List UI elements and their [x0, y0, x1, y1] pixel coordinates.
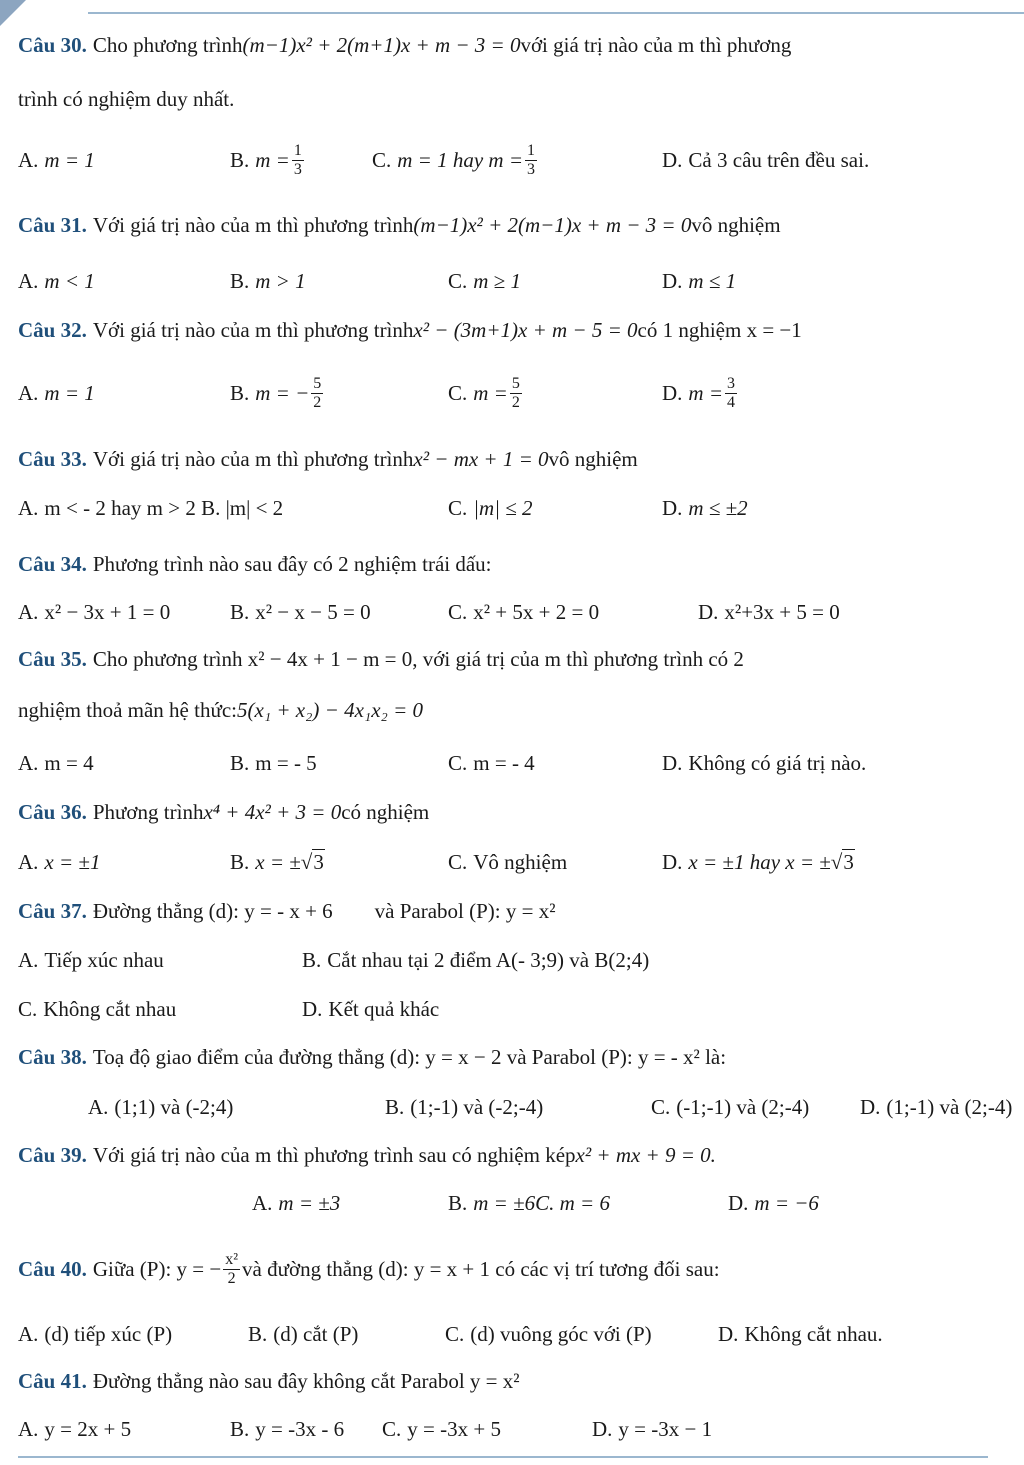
- q37-options-row-1: [0, 935, 1024, 985]
- option-text: m ≤ 1: [688, 268, 737, 293]
- fraction-num: 1: [293, 141, 302, 159]
- fraction-num: 1: [527, 141, 536, 159]
- option-letter: B.: [230, 1416, 250, 1441]
- option-letter: C.: [372, 147, 392, 172]
- option-letter: C.: [448, 495, 468, 520]
- q34-label: Câu 34.: [18, 551, 87, 576]
- option-letter: C.: [651, 1094, 671, 1119]
- q32-option-a[interactable]: [18, 368, 95, 418]
- q34-option-b[interactable]: [230, 587, 371, 637]
- q35-options: [0, 738, 1024, 788]
- q37-option-d[interactable]: [302, 984, 439, 1034]
- option-text: m = −: [255, 380, 310, 405]
- option-letter: D.: [860, 1094, 881, 1119]
- q35-stem-line-1: [0, 634, 1024, 684]
- q40-stem: [0, 1244, 1024, 1294]
- q41-stem: [0, 1356, 1024, 1406]
- q32-options: [0, 368, 1024, 418]
- q38-option-b[interactable]: [385, 1082, 543, 1132]
- q35-option-b[interactable]: [230, 738, 317, 788]
- q31-option-a[interactable]: [18, 256, 95, 306]
- fraction-den: 2: [313, 393, 322, 411]
- q41-option-c[interactable]: [382, 1404, 501, 1454]
- q30-equation: (m−1)x² + 2(m+1)x + m − 3 = 0: [242, 32, 521, 57]
- option-text: m =: [255, 147, 290, 172]
- q33-option-c[interactable]: [448, 483, 533, 533]
- option-letter: B.: [385, 1094, 405, 1119]
- option-text: (1;1) và (-2;4): [114, 1094, 234, 1119]
- fraction-den: 3: [293, 160, 302, 178]
- q41-option-a[interactable]: [18, 1404, 131, 1454]
- option-letter: C.: [18, 996, 38, 1021]
- sqrt-symbol: √3: [300, 849, 324, 874]
- option-text: m = ±3: [278, 1190, 341, 1215]
- q36-options: [0, 837, 1024, 887]
- option-text: x² + 5x + 2 = 0: [473, 599, 600, 624]
- q30-option-c[interactable]: [372, 135, 539, 185]
- option-letter: B.: [230, 750, 250, 775]
- top-rule: [88, 12, 1024, 14]
- q30-stem-line-1: [0, 20, 1024, 70]
- q30-stem-line-2: [0, 74, 1024, 124]
- q38-option-a[interactable]: [88, 1082, 233, 1132]
- fraction: [525, 142, 537, 179]
- q41-option-d[interactable]: [592, 1404, 712, 1454]
- q30-option-b[interactable]: [230, 135, 306, 185]
- option-letter: A.: [18, 147, 39, 172]
- option-text: (1;-1) và (-2;-4): [410, 1094, 544, 1119]
- q36-text: Phương trình: [92, 799, 204, 824]
- q32-label: Câu 32.: [18, 317, 87, 342]
- q36-option-c[interactable]: [448, 837, 567, 887]
- option-text: y = -3x + 5: [407, 1416, 501, 1441]
- option-text: |m| ≤ 2: [473, 495, 533, 520]
- q38-option-c[interactable]: [651, 1082, 809, 1132]
- q40-option-a[interactable]: [18, 1309, 172, 1359]
- option-letter: B.: [230, 268, 250, 293]
- fraction: [510, 375, 522, 412]
- option-letter: B.: [230, 147, 250, 172]
- q39-option-d[interactable]: [728, 1178, 819, 1228]
- q41-option-b[interactable]: [230, 1404, 344, 1454]
- option-text: m = 1 hay m =: [397, 147, 524, 172]
- q34-option-a[interactable]: [18, 587, 170, 637]
- q33-option-d[interactable]: [662, 483, 748, 533]
- q34-text: Phương trình nào sau đây có 2 nghiệm trái dấu:: [92, 551, 492, 576]
- option-text: (d) vuông góc với (P): [470, 1321, 652, 1346]
- q30-text-end: với giá trị nào của m thì phương: [520, 32, 792, 57]
- q31-text: Với giá trị nào của m thì phương trình: [92, 212, 414, 237]
- fraction-den: 4: [727, 393, 736, 411]
- option-letter: A.: [18, 750, 39, 775]
- option-text: m ≥ 1: [473, 268, 521, 293]
- option-text: Không cắt nhau: [43, 996, 177, 1021]
- option-text: Không có giá trị nào.: [688, 750, 867, 775]
- q41-label: Câu 41.: [18, 1368, 87, 1393]
- option-letter: D.: [662, 495, 683, 520]
- q35-option-a[interactable]: [18, 738, 94, 788]
- q39-options: [0, 1178, 1024, 1228]
- q31-label: Câu 31.: [18, 212, 87, 237]
- q31-text-end: vô nghiệm: [691, 212, 781, 237]
- q36-option-b[interactable]: [230, 837, 325, 887]
- option-letter: B.: [448, 1190, 468, 1215]
- q33-option-a-b[interactable]: [18, 483, 283, 533]
- option-text: x² − x − 5 = 0: [255, 599, 371, 624]
- q30-option-d[interactable]: [662, 135, 869, 185]
- fraction: [311, 375, 323, 412]
- fraction-num: 3: [727, 374, 736, 392]
- q38-option-d[interactable]: [860, 1082, 1012, 1132]
- q34-stem: [0, 539, 1024, 589]
- q35-option-d[interactable]: [662, 738, 866, 788]
- option-text: m = 4: [44, 750, 94, 775]
- q30-text: Cho phương trình: [92, 32, 243, 57]
- option-text: m < 1: [44, 268, 95, 293]
- fraction-den: 2: [227, 1269, 236, 1287]
- option-text: Cả 3 câu trên đều sai.: [688, 147, 870, 172]
- option-letter: D.: [698, 599, 719, 624]
- q31-option-c[interactable]: [448, 256, 521, 306]
- q33-stem: [0, 434, 1024, 484]
- fraction-num: 5: [511, 374, 520, 392]
- option-letter: B.: [230, 380, 250, 405]
- q32-option-c[interactable]: [448, 368, 524, 418]
- q33-options: [0, 483, 1024, 533]
- q34-option-c[interactable]: [448, 587, 599, 637]
- fraction: [292, 142, 304, 179]
- q41-options: [0, 1404, 1024, 1454]
- option-text: (d) tiếp xúc (P): [44, 1321, 173, 1346]
- q35-label: Câu 35.: [18, 646, 87, 671]
- option-letter: D.: [302, 996, 323, 1021]
- q36-option-d[interactable]: [662, 837, 855, 887]
- option-text: x² − 3x + 1 = 0: [44, 599, 171, 624]
- option-letter: C.: [448, 750, 468, 775]
- option-text: x²+3x + 5 = 0: [724, 599, 840, 624]
- q37-options-row-2: [0, 984, 1024, 1034]
- option-text: m =: [688, 380, 724, 405]
- option-letter: D.: [728, 1190, 749, 1215]
- q31-equation: (m−1)x² + 2(m−1)x + m − 3 = 0: [413, 212, 692, 237]
- option-text: (1;-1) và (2;-4): [886, 1094, 1013, 1119]
- option-letter: A.: [18, 599, 39, 624]
- q32-equation: x² − (3m+1)x + m − 5 = 0: [413, 317, 638, 342]
- q40-label: Câu 40.: [18, 1256, 87, 1281]
- q30-options: [0, 135, 1024, 185]
- q39-text: Với giá trị nào của m thì phương trình sau có nghiệm kép: [92, 1142, 576, 1167]
- option-text: Cắt nhau tại 2 điểm A(- 3;9) và B(2;4): [327, 947, 650, 972]
- option-letter: D.: [718, 1321, 739, 1346]
- q37-label: Câu 37.: [18, 898, 87, 923]
- q36-equation: x⁴ + 4x² + 3 = 0: [203, 799, 342, 824]
- option-text: m = 1: [44, 147, 95, 172]
- option-letter: B.: [248, 1321, 268, 1346]
- option-letter: C.: [445, 1321, 465, 1346]
- q37-stem: [0, 886, 1024, 936]
- option-text: (-1;-1) và (2;-4): [676, 1094, 810, 1119]
- q38-options: [0, 1082, 1024, 1132]
- q40-options: [0, 1309, 1024, 1359]
- q37-option-a[interactable]: [18, 935, 164, 985]
- option-text: x = ±: [255, 849, 301, 874]
- q36-stem: [0, 787, 1024, 837]
- option-text: m =: [473, 380, 508, 405]
- q40-option-d[interactable]: [718, 1309, 883, 1359]
- q35-stem-line-2: [0, 685, 1024, 735]
- option-letter: D.: [662, 147, 683, 172]
- option-text: m ≤ ±2: [688, 495, 748, 520]
- option-text: x = ±1 hay x = ±: [688, 849, 831, 874]
- q30-label: Câu 30.: [18, 32, 87, 57]
- sqrt-radicand: 3: [843, 849, 854, 874]
- option-letter: B.: [302, 947, 322, 972]
- option-letter: C.: [448, 599, 468, 624]
- option-text: Vô nghiệm: [473, 849, 568, 874]
- fraction-num: x²: [225, 1250, 239, 1268]
- q31-stem: [0, 200, 1024, 250]
- q31-option-b[interactable]: [230, 256, 306, 306]
- option-letter: C.: [382, 1416, 402, 1441]
- option-letter: A.: [18, 947, 39, 972]
- option-letter: B.: [230, 599, 250, 624]
- option-letter: B.: [230, 849, 250, 874]
- option-text: m = −6: [754, 1190, 819, 1215]
- option-letter: C.: [448, 849, 468, 874]
- q32-option-b[interactable]: [230, 368, 325, 418]
- q32-text-end: có 1 nghiệm x = −1: [637, 317, 802, 342]
- option-letter: A.: [18, 1321, 39, 1346]
- q31-options: [0, 256, 1024, 306]
- q38-stem: [0, 1032, 1024, 1082]
- option-letter: C.: [448, 268, 468, 293]
- q32-text: Với giá trị nào của m thì phương trình: [92, 317, 414, 342]
- fraction: [223, 1251, 240, 1288]
- q30-text-2: trình có nghiệm duy nhất.: [18, 86, 235, 111]
- option-text: y = 2x + 5: [44, 1416, 132, 1441]
- q35-option-c[interactable]: [448, 738, 535, 788]
- q30-option-a[interactable]: [18, 135, 95, 185]
- q38-label: Câu 38.: [18, 1044, 87, 1069]
- q37-text: Đường thẳng (d): y = - x + 6 và Parabol (P): y = x²: [92, 898, 556, 923]
- option-letter: D.: [662, 268, 683, 293]
- option-letter: A.: [18, 268, 39, 293]
- q37-option-c[interactable]: [18, 984, 176, 1034]
- option-text: m = - 5: [255, 750, 317, 775]
- q40-option-b[interactable]: [248, 1309, 358, 1359]
- q39-label: Câu 39.: [18, 1142, 87, 1167]
- q36-label: Câu 36.: [18, 799, 87, 824]
- q35-equation: 5(x₁ + x₂) − 4x₁x₂ = 0: [237, 697, 423, 722]
- option-letter: D.: [662, 750, 683, 775]
- option-letter: A.: [88, 1094, 109, 1119]
- option-text: m = - 4: [473, 750, 535, 775]
- q38-text: Toạ độ giao điểm của đường thẳng (d): y = x − 2 và Parabol (P): y = - x² là:: [92, 1044, 727, 1069]
- q33-equation: x² − mx + 1 = 0: [413, 446, 549, 471]
- option-text: Kết quả khác: [328, 996, 440, 1021]
- option-text: x = ±1: [44, 849, 101, 874]
- q35-text: Cho phương trình x² − 4x + 1 − m = 0, với giá trị của m thì phương trình có 2: [92, 646, 744, 671]
- option-text: m > 1: [255, 268, 306, 293]
- option-text: m < - 2 hay m > 2 B. |m| < 2: [44, 495, 284, 520]
- fraction: [725, 375, 737, 412]
- sqrt-symbol: √3: [830, 849, 854, 874]
- q33-text-end: vô nghiệm: [548, 446, 638, 471]
- option-text: y = -3x - 6: [255, 1416, 345, 1441]
- fraction-den: 2: [511, 393, 520, 411]
- q36-option-a[interactable]: [18, 837, 100, 887]
- q41-text: Đường thẳng nào sau đây không cắt Parabol y = x²: [92, 1368, 520, 1393]
- option-text: y = -3x − 1: [618, 1416, 713, 1441]
- option-text: m = 1: [44, 380, 95, 405]
- option-letter: D.: [662, 849, 683, 874]
- q34-option-d[interactable]: [698, 587, 840, 637]
- option-letter: C.: [448, 380, 468, 405]
- fraction-den: 3: [527, 160, 536, 178]
- option-text: Tiếp xúc nhau: [44, 947, 164, 972]
- sqrt-radicand: 3: [313, 849, 324, 874]
- q31-option-d[interactable]: [662, 256, 736, 306]
- bottom-rule: [18, 1456, 988, 1458]
- q37-option-b[interactable]: [302, 935, 649, 985]
- q40-text-end: và đường thẳng (d): y = x + 1 có các vị trí tương đối sau:: [242, 1256, 720, 1281]
- q36-text-end: có nghiệm: [341, 799, 430, 824]
- q40-text: Giữa (P): y = −: [92, 1256, 222, 1281]
- option-text: m = ±6C. m = 6: [473, 1190, 610, 1215]
- q40-option-c[interactable]: [445, 1309, 652, 1359]
- option-letter: A.: [18, 849, 39, 874]
- fraction-num: 5: [313, 374, 322, 392]
- q39-option-a[interactable]: [252, 1178, 340, 1228]
- q32-stem: [0, 305, 1024, 355]
- option-letter: D.: [592, 1416, 613, 1441]
- q33-label: Câu 33.: [18, 446, 87, 471]
- q34-options: [0, 587, 1024, 637]
- q39-stem: [0, 1130, 1024, 1180]
- option-letter: A.: [18, 495, 39, 520]
- option-text: (d) cắt (P): [273, 1321, 359, 1346]
- option-letter: A.: [252, 1190, 273, 1215]
- q32-option-d[interactable]: [662, 368, 739, 418]
- q35-text-2: nghiệm thoả mãn hệ thức:: [18, 697, 237, 722]
- q39-equation: x² + mx + 9 = 0.: [575, 1142, 716, 1167]
- q39-option-b-c[interactable]: [448, 1178, 610, 1228]
- option-letter: A.: [18, 1416, 39, 1441]
- option-letter: A.: [18, 380, 39, 405]
- option-letter: D.: [662, 380, 683, 405]
- option-text: Không cắt nhau.: [744, 1321, 883, 1346]
- q33-text: Với giá trị nào của m thì phương trình: [92, 446, 414, 471]
